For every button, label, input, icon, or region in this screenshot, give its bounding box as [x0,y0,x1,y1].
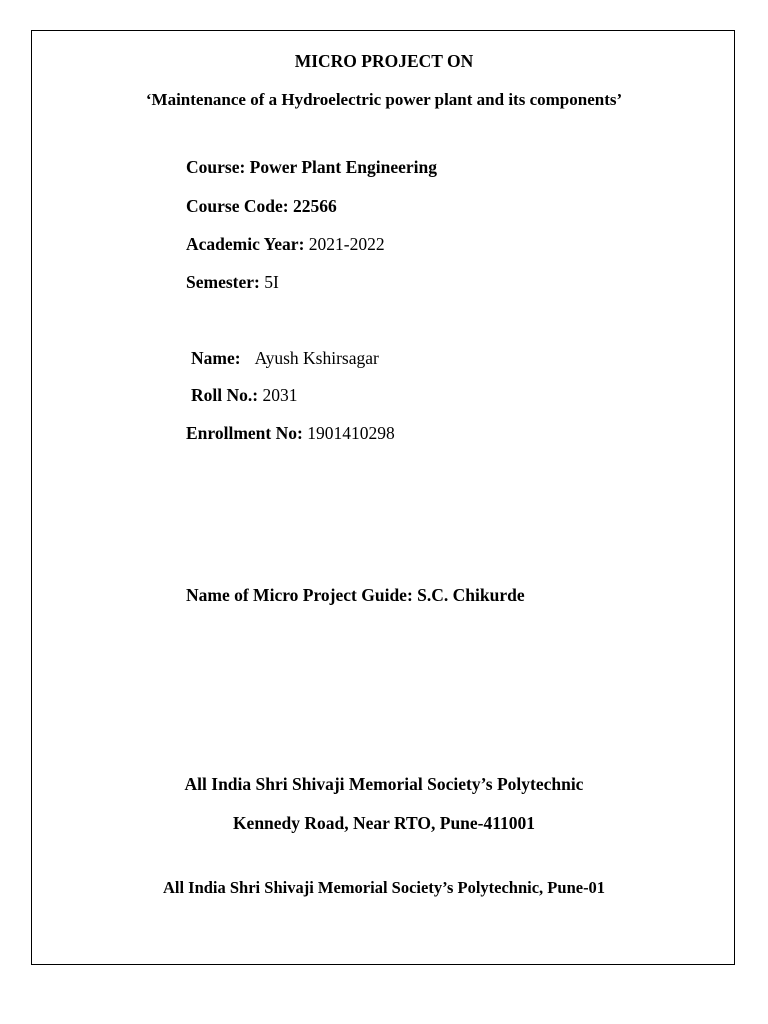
project-title: ‘Maintenance of a Hydroelectric power plant and its components’ [145,90,623,109]
enrollment-row [186,423,395,443]
student-name-value: Ayush Kshirsagar [254,348,379,368]
institution-footer: All India Shri Shivaji Memorial Society’s Polytechnic, Pune-01 [162,878,606,897]
enrollment-value: 1901410298 [307,423,395,443]
guide-value: S.C. Chikurde [417,585,525,605]
course-value: Power Plant Engineering [249,157,437,177]
course-code-label: Course Code: [186,196,293,216]
enrollment-label: Enrollment No: [186,423,308,443]
semester-value: 5I [264,272,279,292]
guide-row [186,585,525,605]
academic-year-row [186,234,385,254]
student-name-label: Name: [191,348,241,368]
document-heading: MICRO PROJECT ON [294,51,474,71]
semester-label: Semester: [186,272,265,292]
guide-label: Name of Micro Project Guide: [186,585,418,605]
academic-year-value: 2021-2022 [308,234,385,254]
roll-number-label: Roll No.: [191,385,263,405]
course-code-row [186,196,337,216]
semester-row [186,272,279,292]
course-row [186,157,437,177]
institution-name: All India Shri Shivaji Memorial Society’s Polytechnic [184,774,584,794]
institution-address: Kennedy Road, Near RTO, Pune-411001 [232,813,536,833]
roll-number-value: 2031 [262,385,298,405]
course-code-value: 22566 [292,196,337,216]
academic-year-label: Academic Year: [186,234,309,254]
student-name-row [191,348,379,368]
roll-number-row [191,385,297,405]
course-label: Course: [186,157,250,177]
